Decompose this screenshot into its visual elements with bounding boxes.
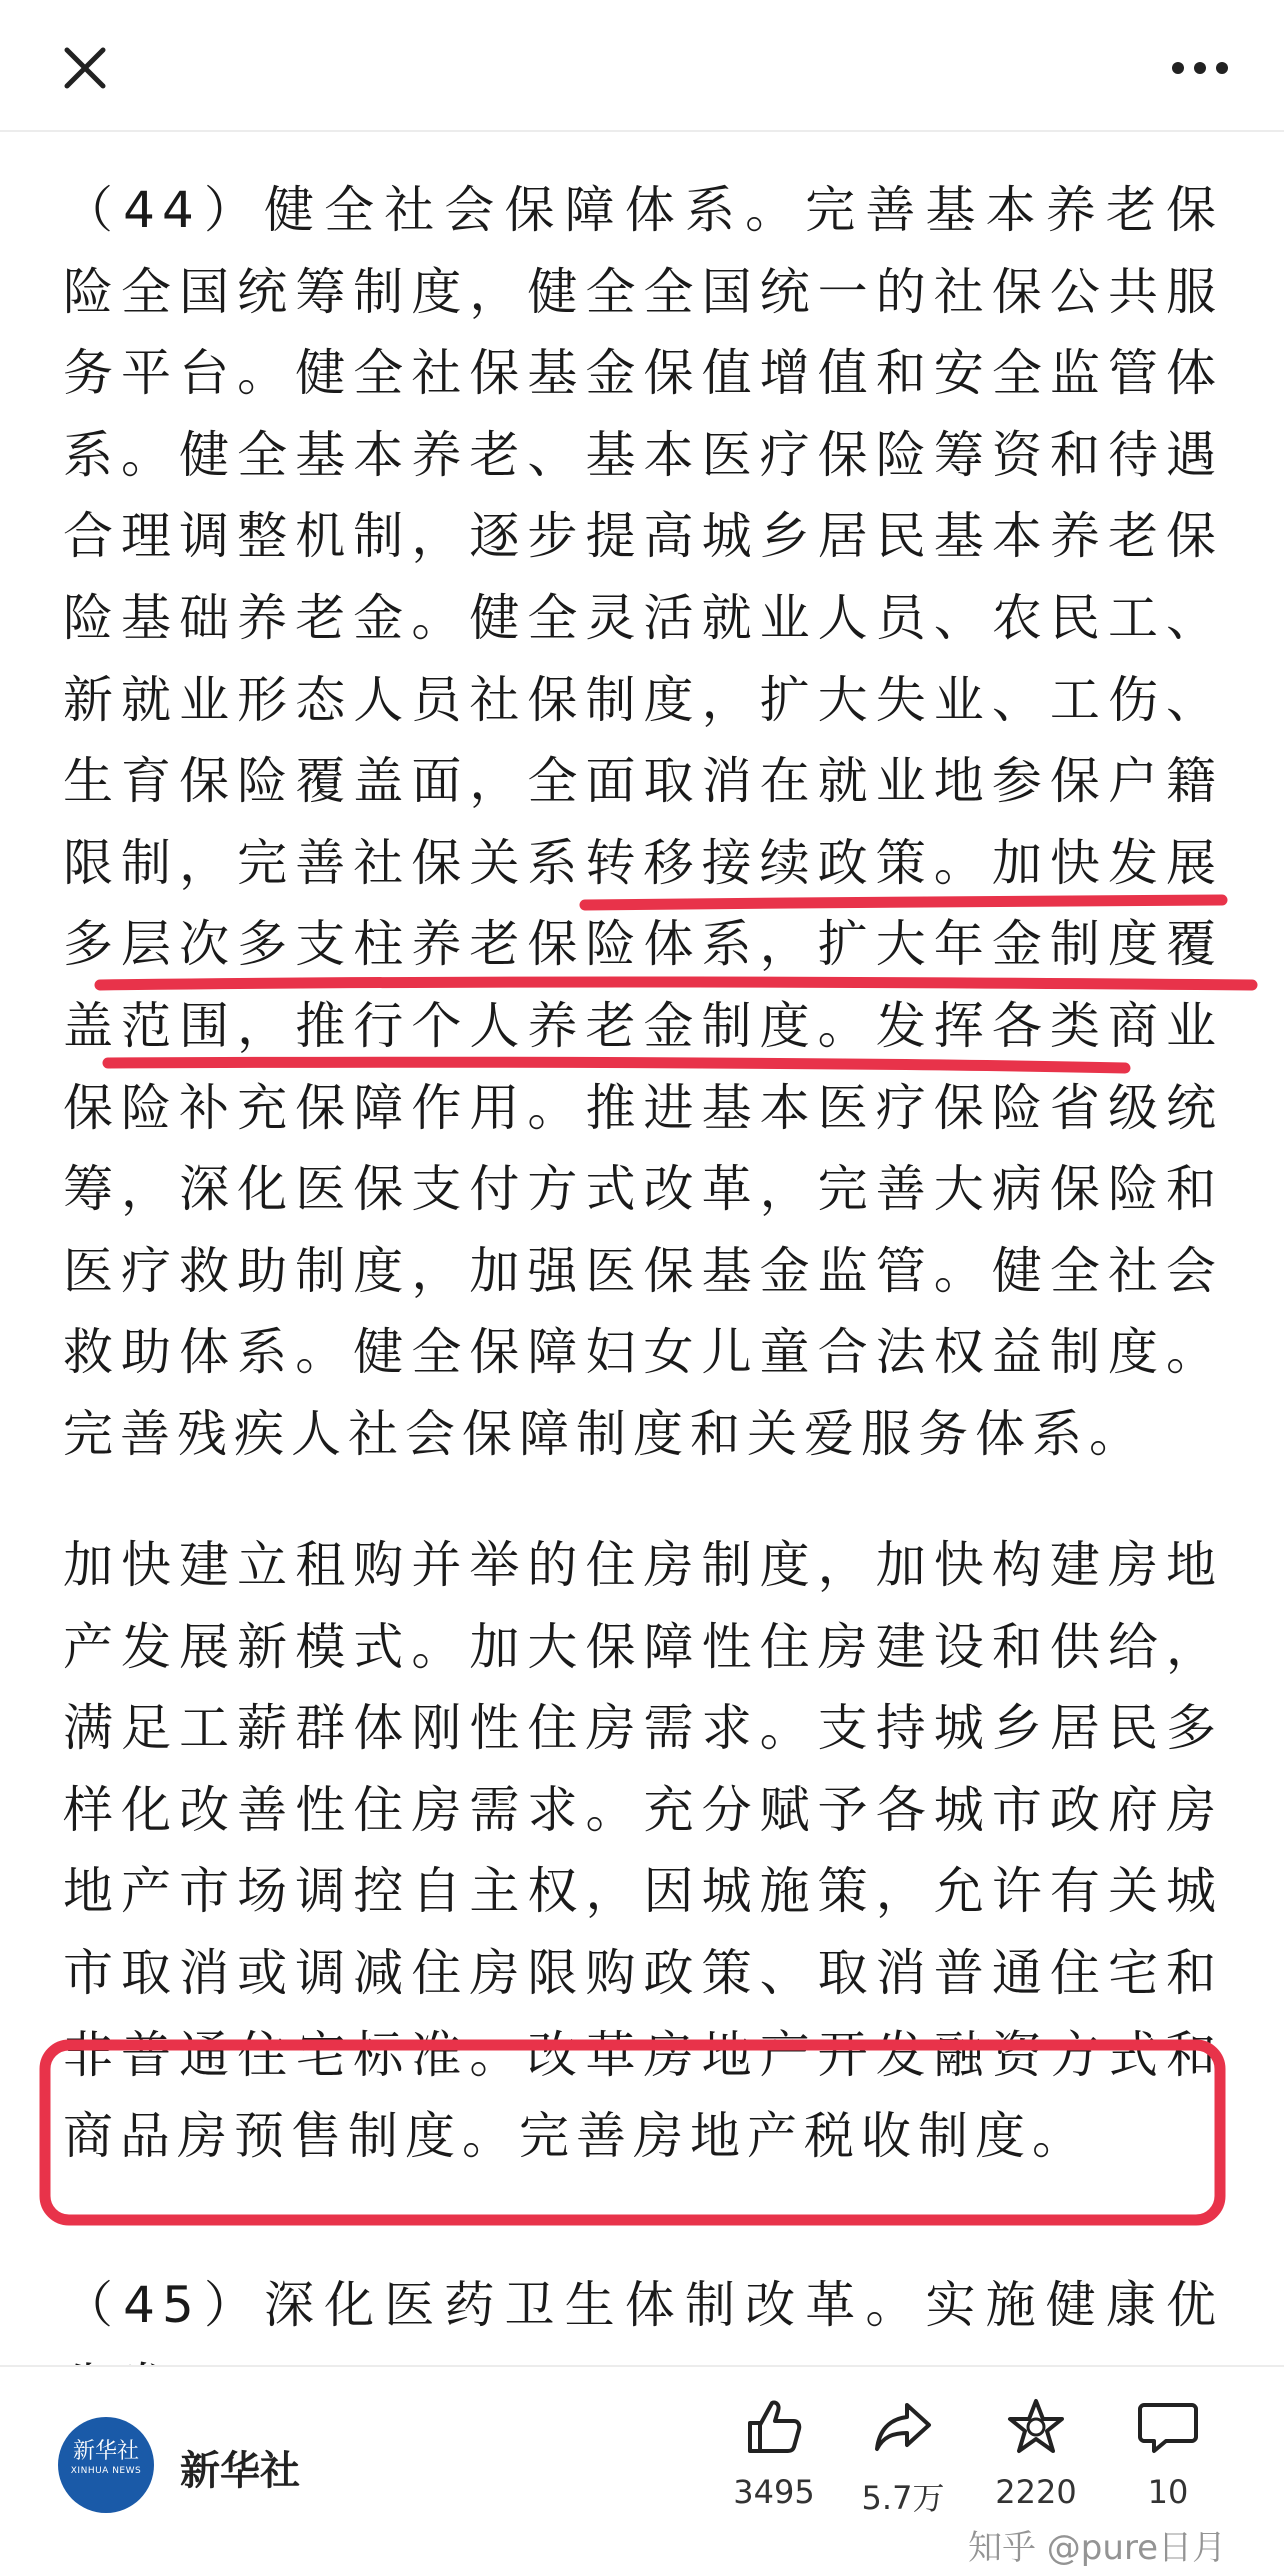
star-icon: [1004, 2397, 1068, 2457]
favorite-count: 2220: [995, 2473, 1077, 2511]
avatar-text: 新华社: [72, 2439, 139, 2464]
avatar-subtext: XINHUA NEWS: [70, 2466, 142, 2476]
more-options-button[interactable]: [1160, 38, 1240, 98]
article-body: [63, 170, 1223, 2334]
more-dots-icon: [1160, 38, 1240, 98]
paragraph-housing: 加快建立租购并举的住房制度，加快构建房地产发展新模式。加大保障性住房建设和供给，满足工薪群体刚性住房需求。支持城乡居民多样化改善性住房需求。充分赋予各城市政府房地产市场调控自主权，因城施策，允许有关城市取消或调减住房限购政策、取消普通住宅和非普通住宅标准。改革房地产开发融资方式和商品房预售制度。完善房地产税收制度。: [63, 1536, 1223, 2166]
like-button[interactable]: [714, 2397, 834, 2511]
paragraph-45: （45）深化医药卫生体制改革。实施健康优: [63, 2276, 1223, 2334]
paragraph-44: （44）健全社会保障体系。完善基本养老保险全国统筹制度，健全全国统一的社保公共服务平台。健全社保基金保值增值和安全监管体系。健全基本养老、基本医疗保险筹资和待遇合理调整机制，逐步提高城乡居民基本养老保险基础养老金。健全灵活就业人员、农民工、新就业形态人员社保制度，扩大失业、工伤、生育保险覆盖面，全面取消在就业地参保户籍限制，完善社保关系转移接续政策。加快发展多层次多支柱养老保险体系，扩大年金制度覆盖范围，推行个人养老金制度。发挥各类商业保险补充保障作用。推进基本医疗保险省级统筹，深化医保支付方式改革，完善大病保险和医疗救助制度，加强医保基金监管。健全社会救助体系。健全保障妇女儿童合法权益制度。完善残疾人社会保障制度和关爱服务体系。: [63, 181, 1223, 1463]
comment-count: 10: [1147, 2473, 1189, 2511]
thumbs-up-icon: [742, 2397, 806, 2457]
comment-button[interactable]: [1108, 2397, 1228, 2511]
close-button[interactable]: [55, 38, 115, 98]
close-icon: [55, 38, 115, 98]
comment-bubble-icon: [1136, 2397, 1200, 2457]
publisher-name[interactable]: 新华社: [180, 2448, 300, 2494]
share-arrow-icon: [871, 2397, 935, 2457]
top-bar: [0, 0, 1284, 132]
publisher-avatar[interactable]: [58, 2417, 154, 2513]
favorite-button[interactable]: [976, 2397, 1096, 2511]
like-count: 3495: [733, 2473, 815, 2511]
share-button[interactable]: [843, 2397, 963, 2519]
watermark: 知乎 @pure日月: [968, 2528, 1227, 2568]
share-count: 5.7万: [861, 2479, 945, 2517]
